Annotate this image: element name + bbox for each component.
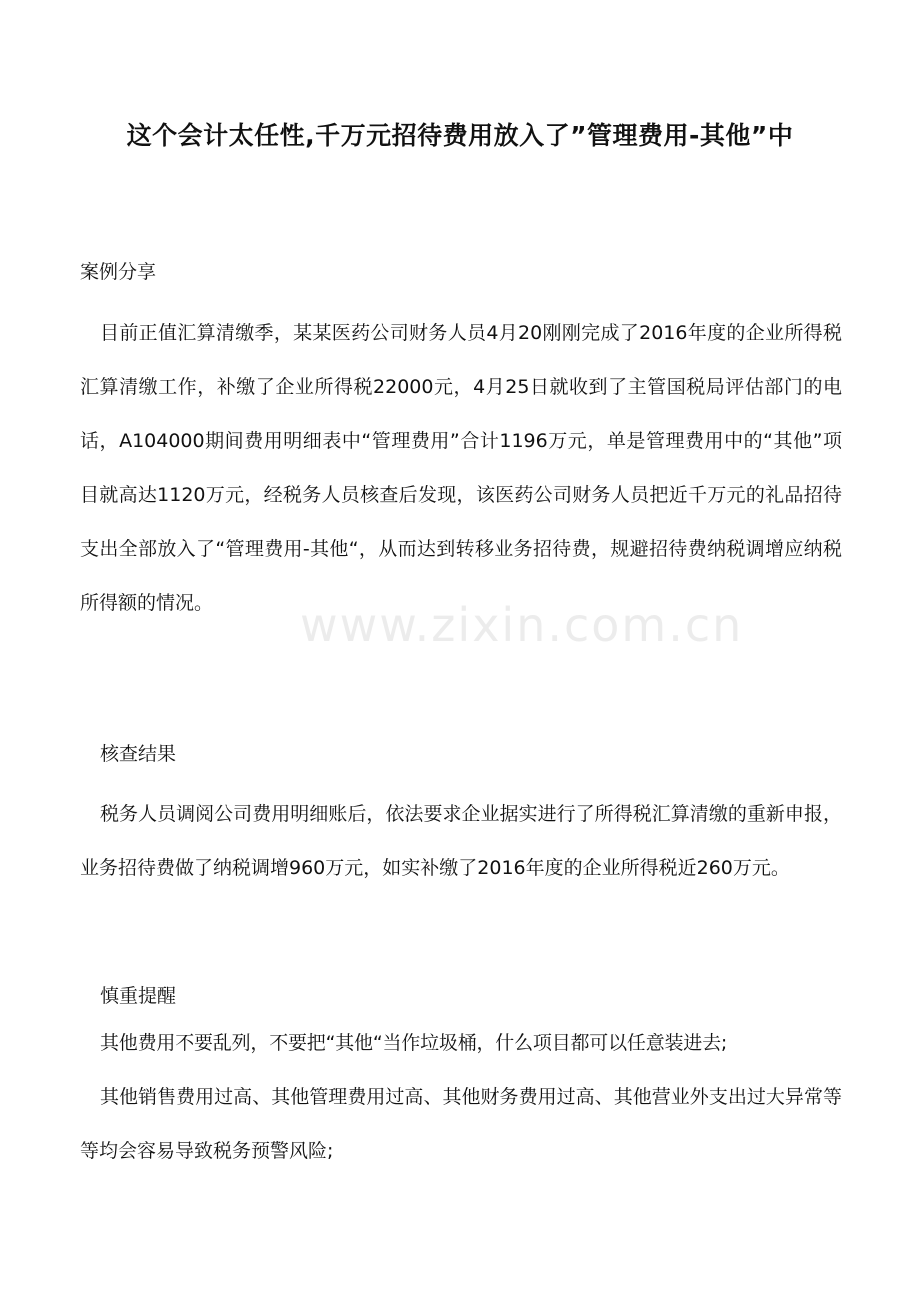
case-paragraph: 目前正值汇算清缴季，某某医药公司财务人员4月20刚刚完成了2016年度的企业所得税汇算清缴工作，补缴了企业所得税22000元，4月25日就收到了主管国税局评估部门的电话，A104000期间费用明细表中“管理费用”合计1196万元，单是管理费用中的“其他”项目就高达1120万元，经税务人员核查后发现，该医药公司财务人员把近千万元的礼品招待支出全部放入了“管理费用-其他“，从而达到转移业务招待费，规避招待费纳税调增应纳税所得额的情况。 — [80, 322, 842, 614]
result-paragraph: 税务人员调阅公司费用明细账后，依法要求企业据实进行了所得税汇算清缴的重新申报，业务招待费做了纳税调增960万元，如实补缴了2016年度的企业所得税近260万元。 — [80, 803, 842, 879]
reminder-item-1: 其他费用不要乱列，不要把“其他“当作垃圾桶，什么项目都可以任意装进去; — [100, 1032, 728, 1054]
section-heading-case: 案例分享 — [80, 261, 157, 283]
section-heading-reminder: 慎重提醒 — [100, 985, 177, 1007]
document-title: 这个会计太任性,千万元招待费用放入了”管理费用-其他”中 — [126, 121, 794, 150]
section-heading-result: 核查结果 — [100, 743, 177, 765]
reminder-item-2: 其他销售费用过高、其他管理费用过高、其他财务费用过高、其他营业外支出过大异常等等均会容易导致税务预警风险; — [80, 1086, 842, 1162]
watermark: www.zixin.com.cn — [300, 598, 744, 652]
